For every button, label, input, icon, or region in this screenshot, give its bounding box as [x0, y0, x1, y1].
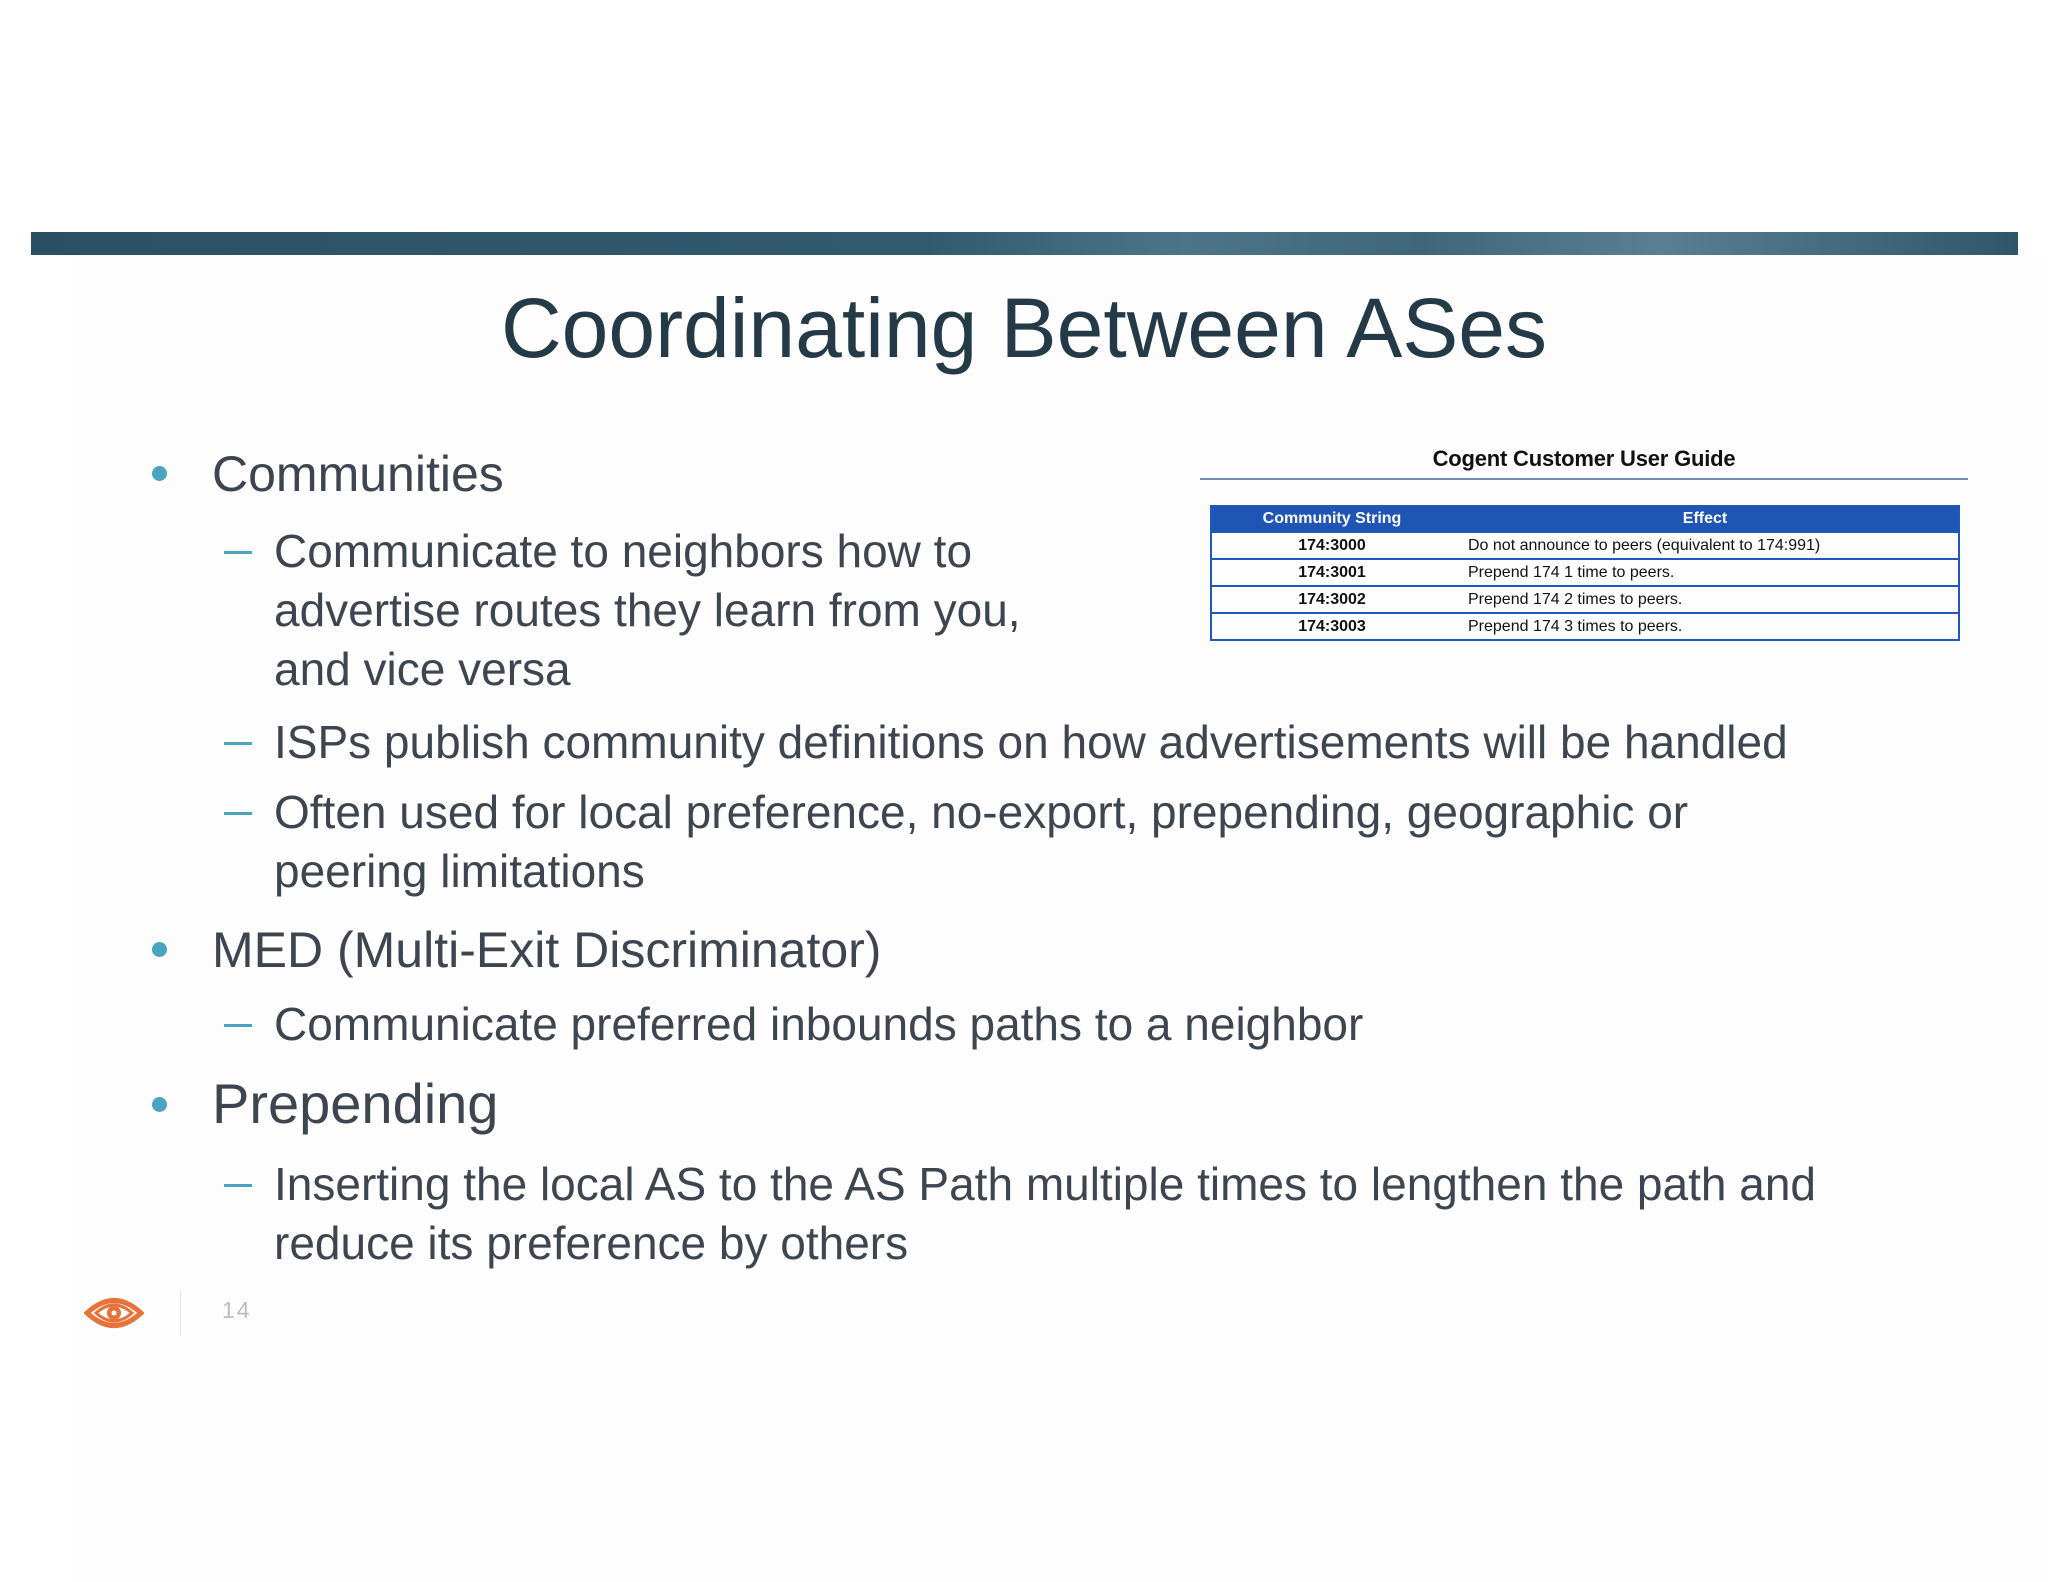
table-row [1211, 613, 1959, 640]
header-bar [31, 232, 2018, 255]
sub-bullet-line: reduce its preference by others [274, 1217, 909, 1269]
effect-cell: Prepend 174 1 time to peers. [1452, 559, 1959, 586]
page-number: 14 [222, 1297, 252, 1323]
footer-divider [180, 1290, 181, 1336]
table-header-row [1211, 506, 1959, 532]
sub-bullet-line: advertise routes they learn from you, [274, 584, 1021, 636]
sub-bullet-dash [224, 1024, 252, 1027]
sub-bullet-dash [224, 742, 252, 745]
table-row [1211, 532, 1959, 559]
table-row [1211, 559, 1959, 586]
effect-cell: Prepend 174 2 times to peers. [1452, 586, 1959, 613]
guide-title: Cogent Customer User Guide [1432, 446, 1736, 471]
bullet-med: MED (Multi-Exit Discriminator) [212, 922, 882, 978]
sub-bullet-line: Communicate to neighbors how to [274, 525, 973, 577]
bullet-dot [152, 942, 167, 957]
cogent-guide-figure [1200, 442, 1968, 635]
community-table [1210, 505, 1960, 641]
column-header: Effect [1452, 506, 1959, 532]
column-header: Community String [1211, 506, 1452, 532]
sub-bullet-line: and vice versa [274, 643, 571, 695]
sub-bullet-dash [224, 1184, 252, 1187]
slide-title: Coordinating Between ASes [500, 281, 1548, 375]
sub-bullet-dash [224, 551, 252, 554]
guide-divider [1200, 478, 1968, 480]
community-string-cell: 174:3002 [1211, 586, 1452, 613]
sub-bullet-line: Communicate preferred inbounds paths to a neighbor [274, 998, 1364, 1050]
bullet-communities: Communities [212, 446, 504, 502]
sub-bullet-dash [224, 812, 252, 815]
sub-bullet-line: ISPs publish community definitions on how advertisements will be handled [274, 716, 1788, 768]
community-string-cell: 174:3000 [1211, 532, 1452, 559]
sub-bullet-line: Often used for local preference, no-export, prepending, geographic or [274, 786, 1689, 838]
bullet-dot [152, 1097, 167, 1112]
bullet-prepending: Prepending [212, 1072, 499, 1135]
sub-bullet-line: peering limitations [274, 845, 645, 897]
community-string-cell: 174:3003 [1211, 613, 1452, 640]
effect-cell: Prepend 174 3 times to peers. [1452, 613, 1959, 640]
bullet-dot [152, 466, 167, 481]
community-string-cell: 174:3001 [1211, 559, 1452, 586]
sub-bullet-line: Inserting the local AS to the AS Path multiple times to lengthen the path and [274, 1158, 1816, 1210]
effect-cell: Do not announce to peers (equivalent to 174:991) [1452, 532, 1959, 559]
table-row [1211, 586, 1959, 613]
eye-logo-icon [84, 1294, 144, 1332]
